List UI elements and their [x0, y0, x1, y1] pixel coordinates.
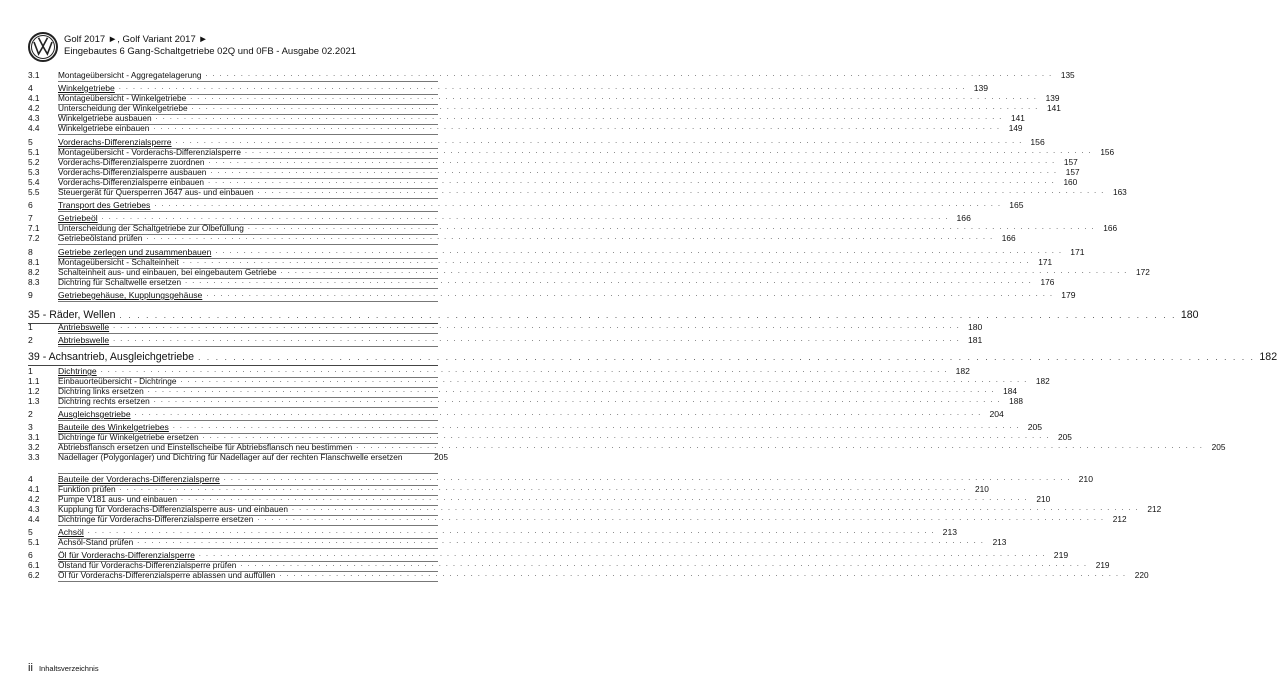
toc-entry-page: 171 — [1070, 247, 1085, 257]
toc-entry[interactable] — [28, 123, 1023, 133]
toc-entry-page: 188 — [1009, 396, 1023, 406]
toc-entry-number: 5.3 — [28, 167, 40, 177]
toc-entry-number: 5.2 — [28, 157, 40, 167]
toc-chapter-entry[interactable] — [28, 213, 971, 223]
toc-entry-title: Kupplung für Vorderachs-Differenzialsperre aus- und einbauen — [58, 504, 288, 514]
toc-leader-dots: . . . . . . . . . . . . . . . . . . . . . . . . . . . . . . . . . . . . . . . . . . . . . . . . . . . . . . . . . . . . . . . . . . . . . . . . . . . . . . . . . . . . . . . . . . . . . . . . . . . . . . . . . . . . . . . . . . . . . . . . — [147, 387, 995, 394]
toc-entry[interactable] — [28, 167, 1080, 177]
toc-part-entry[interactable] — [28, 309, 1199, 322]
toc-leader-dots: . . . . . . . . . . . . . . . . . . . . . . . . . . . . . . . . . . . . . . . . . . . . . . . . . . . . . . . . . . . . . . . . . . . . . . . . . . . . . . . . . . . . . . . . . . . . . . . . . . . . . . . . . . . . . . . . . . . . . . . . — [113, 336, 961, 343]
toc-entry-page: 219 — [1095, 560, 1110, 570]
toc-entry-number: 4.4 — [28, 123, 40, 133]
toc-entry-page: 220 — [1134, 570, 1149, 580]
toc-entry-number: 4.3 — [28, 113, 40, 123]
toc-entry-page: 180 — [1180, 309, 1199, 321]
toc-entry-title: Ölstand für Vorderachs-Differenzialsperre prüfen — [58, 560, 237, 570]
toc-entry-title: Getriebeöl — [58, 213, 98, 223]
toc-entry-page: 139 — [1045, 93, 1060, 103]
toc-entry[interactable] — [28, 177, 1078, 187]
toc-entry-title: Bauteile der Vorderachs-Differenzialsperre — [58, 474, 220, 484]
toc-entry-title: Winkelgetriebe ausbauen — [58, 113, 152, 123]
toc-chapter-entry[interactable] — [28, 137, 1045, 147]
toc-entry-number: 5.5 — [28, 187, 40, 197]
toc-leader-dots: . . . . . . . . . . . . . . . . . . . . . . . . . . . . . . . . . . . . . . . . . . . . . . . . . . . . . . . . . . . . . . . . . . . . . . . . . . . . . . . . . . . . . . . . . . . . . . . . . . . . . . . . . . . . . . . . . . . . . . . . — [198, 353, 1256, 362]
header-document-line: Eingebautes 6 Gang-Schaltgetriebe 02Q und 0FB - Ausgabe 02.2021 — [64, 46, 357, 57]
toc-entry-page: 157 — [1063, 157, 1078, 167]
toc-entry-number: 7.1 — [28, 223, 40, 233]
toc-entry-number: 4 — [28, 474, 33, 484]
toc-entry-page: 212 — [1112, 514, 1127, 524]
toc-leader-dots: . . . . . . . . . . . . . . . . . . . . . . . . . . . . . . . . . . . . . . . . . . . . . . . . . . . . . . . . . . . . . . . . . . . . . . . . . . . . . . . . . . . . . . . . . . . . . . . . . . . . . . . . . . . . . . . . . . . . . . . . — [190, 94, 1038, 101]
toc-divider — [58, 525, 438, 526]
toc-entry-title: Winkelgetriebe einbauen — [58, 123, 150, 133]
toc-entry-number: 3.3 — [28, 452, 40, 462]
toc-entry-number: 1.2 — [28, 386, 40, 396]
toc-leader-dots: . . . . . . . . . . . . . . . . . . . . . . . . . . . . . . . . . . . . . . . . . . . . . . . . . . . . . . . . . . . . . . . . . . . . . . . . . . . . . . . . . . . . . . . . . . . . . . . . . . . . . . . . . . . . . . . . . . . . . . . . — [146, 234, 994, 241]
toc-chapter-entry[interactable] — [28, 474, 1093, 484]
toc-leader-dots: . . . . . . . . . . . . . . . . . . . . . . . . . . . . . . . . . . . . . . . . . . . . . . . . . . . . . . . . . . . . . . . . . . . . . . . . . . . . . . . . . . . . . . . . . . . . . . . . . . . . . . . . . . . . . . . . . . . . . . . . — [182, 258, 1031, 265]
toc-entry-page: 141 — [1011, 113, 1025, 123]
toc-entry-number: 5 — [28, 527, 33, 537]
toc-leader-dots: . . . . . . . . . . . . . . . . . . . . . . . . . . . . . . . . . . . . . . . . . . . . . . . . . . . . . . . . . . . . . . . . . . . . . . . . . . . . . . . . . . . . . . . . . . . . . . . . . . . . . . . . . . . . . . . . . . . . . . . . — [356, 443, 1204, 450]
toc-entry-page: 166 — [956, 213, 971, 223]
toc-divider — [58, 581, 438, 582]
toc-entry-title: Transport des Getriebes — [58, 200, 151, 210]
toc-entry[interactable] — [28, 233, 1016, 243]
toc-entry-title: Montageübersicht - Vorderachs-Differenzialsperre — [58, 147, 241, 157]
toc-entry-title: Dichtringe — [58, 366, 97, 376]
toc-entry-number: 5.1 — [28, 537, 40, 547]
toc-entry-number: 8.1 — [28, 257, 40, 267]
toc-entry-page: 213 — [992, 537, 1007, 547]
toc-leader-dots: . . . . . . . . . . . . . . . . . . . . . . . . . . . . . . . . . . . . . . . . . . . . . . . . . . . . . . . . . . . . . . . . . . . . . . . . . . . . . . . . . . . . . . . . . . . . . . . . . . . . . . . . . . . . . . . . . . . . . . . . — [181, 495, 1029, 502]
toc-entry-title: Vorderachs-Differenzialsperre zuordnen — [58, 157, 205, 167]
toc-entry-page: 149 — [1008, 123, 1023, 133]
toc-entry-page: 179 — [1061, 290, 1076, 300]
toc-entry-page: 182 — [1259, 351, 1277, 363]
toc-entry-page: 165 — [1009, 200, 1024, 210]
toc-entry-page: 166 — [1103, 223, 1118, 233]
toc-entry-page: 205 — [1058, 432, 1072, 442]
toc-entry-number: 4.2 — [28, 103, 40, 113]
toc-leader-dots: . . . . . . . . . . . . . . . . . . . . . . . . . . . . . . . . . . . . . . . . . . . . . . . . . . . . . . . . . . . . . . . . . . . . . . . . . . . . . . . . . . . . . . . . . . . . . . . . . . . . . . . . . . . . . . . . . . . . . . . . — [215, 248, 1063, 255]
toc-entry-title: Abtriebsflansch ersetzen und Einstellscheibe für Abtriebsflansch neu bestimmen — [58, 442, 353, 452]
toc-leader-dots: . . . . . . . . . . . . . . . . . . . . . . . . . . . . . . . . . . . . . . . . . . . . . . . . . . . . . . . . . . . . . . . . . . . . . . . . . . . . . . . . . . . . . . . . . . . . . . . . . . . . . . . . . . . . . . . . . . . . . . . . — [87, 528, 936, 535]
toc-entry-number: 1.3 — [28, 396, 40, 406]
page-header — [0, 0, 495, 70]
toc-entry-number: 8 — [28, 247, 33, 257]
toc-leader-dots: . . . . . . . . . . . . . . . . . . . . . . . . . . . . . . . . . . . . . . . . . . . . . . . . . . . . . . . . . . . . . . . . . . . . . . . . . . . . . . . . . . . . . . . . . . . . . . . . . . . . . . . . . . . . . . . . . . . . . . . . — [155, 114, 1003, 121]
toc-entry-page: 182 — [1035, 376, 1050, 386]
toc-entry-title: Unterscheidung der Schaltgetriebe zur Ölbefüllung — [58, 223, 244, 233]
toc-entry-number: 6.2 — [28, 570, 40, 580]
toc-entry[interactable] — [28, 93, 1060, 103]
toc-entry-number: 5.4 — [28, 177, 40, 187]
toc-divider — [58, 548, 438, 549]
toc-entry[interactable] — [28, 113, 1025, 123]
toc-entry[interactable] — [28, 442, 1226, 452]
toc-entry-number: 1 — [28, 366, 33, 376]
toc-entry-number: 3 — [28, 422, 33, 432]
toc-entry-page: 205 — [1027, 422, 1043, 432]
toc-leader-dots: . . . . . . . . . . . . . . . . . . . . . . . . . . . . . . . . . . . . . . . . . . . . . . . . . . . . . . . . . . . . . . . . . . . . . . . . . . . . . . . . . . . . . . . . . . . . . . . . . . . . . . . . . . . . . . . . . . . . . . . . — [279, 571, 1127, 578]
toc-entry-number: 6 — [28, 200, 33, 210]
toc-entry-page: 157 — [1065, 167, 1080, 177]
toc-entry-number: 3.1 — [28, 70, 40, 80]
toc-entry-page: 219 — [1053, 550, 1069, 560]
toc-entry-number: 8.2 — [28, 267, 40, 277]
toc-entry-title: Schalteinheit aus- und einbauen, bei eingebautem Getriebe — [58, 267, 277, 277]
toc-entry-number: 5.1 — [28, 147, 40, 157]
toc-chapter-entry[interactable] — [28, 335, 983, 345]
toc-divider — [58, 407, 438, 408]
toc-entry-title: Unterscheidung der Winkelgetriebe — [58, 103, 188, 113]
toc-leader-dots: . . . . . . . . . . . . . . . . . . . . . . . . . . . . . . . . . . . . . . . . . . . . . . . . . . . . . . . . . . . . . . . . . . . . . . . . . . . . . . . . . . . . . . . . . . . . . . . . . . . . . . . . . . . . . . . . . . . . . . . . — [137, 538, 985, 545]
toc-chapter-entry[interactable] — [28, 290, 1076, 300]
toc-chapter-entry[interactable] — [28, 200, 1024, 210]
toc-entry-page: 156 — [1100, 147, 1115, 157]
toc-divider — [58, 346, 438, 347]
toc-entry-title: Steuergerät für Quersperren J647 aus- und einbauen — [58, 187, 254, 197]
toc-leader-dots: . . . . . . . . . . . . . . . . . . . . . . . . . . . . . . . . . . . . . . . . . . . . . . . . . . . . . . . . . . . . . . . . . . . . . . . . . . . . . . . . . . . . . . . . . . . . . . . . . . . . . . . . . . . . . . . . . . . . . . . . — [208, 178, 1056, 185]
toc-leader-dots: . . . . . . . . . . . . . . . . . . . . . . . . . . . . . . . . . . . . . . . . . . . . . . . . . . . . . . . . . . . . . . . . . . . . . . . . . . . . . . . . . . . . . . . . . . . . . . . . . . . . . . . . . . . . . . . . . . . . . . . . — [119, 485, 967, 492]
toc-leader-dots: . . . . . . . . . . . . . . . . . . . . . . . . . . . . . . . . . . . . . . . . . . . . . . . . . . . . . . . . . . . . . . . . . . . . . . . . . . . . . . . . . . . . . . . . . . . . . . . . . . . . . . . . . . . . . . . . . . . . . . . . — [101, 214, 949, 221]
toc-entry-number: 2 — [28, 409, 33, 419]
toc-entry-page: 171 — [1038, 257, 1053, 267]
toc-entry[interactable] — [28, 570, 1149, 580]
toc-leader-dots: . . . . . . . . . . . . . . . . . . . . . . . . . . . . . . . . . . . . . . . . . . . . . . . . . . . . . . . . . . . . . . . . . . . . . . . . . . . . . . . . . . . . . . . . . . . . . . . . . . . . . . . . . . . . . . . . . . . . . . . . — [280, 268, 1128, 275]
toc-entry-title: Funktion prüfen — [58, 484, 116, 494]
toc-entry-title: Getriebegehäuse, Kupplungsgehäuse — [58, 290, 203, 300]
toc-entry-page: 135 — [1060, 70, 1075, 80]
toc-entry-page: 210 — [1078, 474, 1093, 484]
toc-entry-number: 7.2 — [28, 233, 40, 243]
toc-entry[interactable] — [28, 484, 989, 494]
toc-entry-page: 182 — [955, 366, 970, 376]
toc-entry-title: Dichtring rechts ersetzen — [58, 396, 150, 406]
toc-leader-dots: . . . . . . . . . . . . . . . . . . . . . . . . . . . . . . . . . . . . . . . . . . . . . . . . . . . . . . . . . . . . . . . . . . . . . . . . . . . . . . . . . . . . . . . . . . . . . . . . . . . . . . . . . . . . . . . . . . . . . . . . — [154, 201, 1002, 208]
toc-entry-title: Nadellager (Polygonlager) und Dichtring für Nadellager auf der rechten Flanschwelle ersetzen — [58, 452, 403, 462]
toc-entry[interactable] — [28, 560, 1110, 570]
toc-entry-number: 6.1 — [28, 560, 40, 570]
toc-entry-title: Vorderachs-Differenzialsperre — [58, 137, 172, 147]
toc-entry-number: 1.1 — [28, 376, 40, 386]
toc-leader-dots: . . . . . . . . . . . . . . . . . . . . . . . . . . . . . . . . . . . . . . . . . . . . . . . . . . . . . . . . . . . . . . . . . . . . . . . . . . . . . . . . . . . . . . . . . . . . . . . . . . . . . . . . . . . . . . . . . . . . . . . . — [202, 433, 1050, 440]
toc-entry-title: Winkelgetriebe — [58, 83, 115, 93]
toc-leader-dots: . . . . . . . . . . . . . . . . . . . . . . . . . . . . . . . . . . . . . . . . . . . . . . . . . . . . . . . . . . . . . . . . . . . . . . . . . . . . . . . . . . . . . . . . . . . . . . . . . . . . . . . . . . . . . . . . . . . . . . . . — [185, 278, 1033, 285]
toc-entry[interactable] — [28, 147, 1115, 157]
toc-leader-dots: . . . . . . . . . . . . . . . . . . . . . . . . . . . . . . . . . . . . . . . . . . . . . . . . . . . . . . . . . . . . . . . . . . . . . . . . . . . . . . . . . . . . . . . . . . . . . . . . . . . . . . . . . . . . . . . . . . . . . . . . — [175, 138, 1023, 145]
toc-entry-title: Montageübersicht - Winkelgetriebe — [58, 93, 187, 103]
toc-entry-number: 1 — [28, 322, 33, 332]
toc-entry-title: Achsöl-Stand prüfen — [58, 537, 134, 547]
toc-entry-page: 163 — [1112, 187, 1127, 197]
toc-entry[interactable] — [28, 504, 1162, 514]
toc-chapter-entry[interactable] — [28, 527, 958, 537]
toc-entry-title: Achsöl — [58, 527, 84, 537]
toc-entry-page: 180 — [967, 322, 983, 332]
toc-entry[interactable] — [28, 103, 1061, 113]
toc-entry-title: 39 - Achsantrieb, Ausgleichgetriebe — [28, 351, 195, 363]
toc-entry[interactable] — [28, 257, 1053, 267]
toc-entry[interactable] — [28, 157, 1078, 167]
toc-entry-number: 4.3 — [28, 504, 40, 514]
toc-leader-dots: . . . . . . . . . . . . . . . . . . . . . . . . . . . . . . . . . . . . . . . . . . . . . . . . . . . . . . . . . . . . . . . . . . . . . . . . . . . . . . . . . . . . . . . . . . . . . . . . . . . . . . . . . . . . . . . . . . . . . . . . — [153, 124, 1001, 131]
vw-logo-icon — [28, 32, 58, 62]
toc-leader-dots: . . . . . . . . . . . . . . . . . . . . . . . . . . . . . . . . . . . . . . . . . . . . . . . . . . . . . . . . . . . . . . . . . . . . . . . . . . . . . . . . . . . . . . . . . . . . . . . . . . . . . . . . . . . . . . . . . . . . . . . . — [205, 71, 1053, 78]
toc-leader-dots: . . . . . . . . . . . . . . . . . . . . . . . . . . . . . . . . . . . . . . . . . . . . . . . . . . . . . . . . . . . . . . . . . . . . . . . . . . . . . . . . . . . . . . . . . . . . . . . . . . . . . . . . . . . . . . . . . . . . . . . . — [100, 367, 948, 374]
toc-entry-number: 3.2 — [28, 442, 40, 452]
toc-leader-dots: . . . . . . . . . . . . . . . . . . . . . . . . . . . . . . . . . . . . . . . . . . . . . . . . . . . . . . . . . . . . . . . . . . . . . . . . . . . . . . . . . . . . . . . . . . . . . . . . . . . . . . . . . . . . . . . . . . . . . . . . — [210, 168, 1058, 175]
toc-entry-number: 5 — [28, 137, 33, 147]
toc-entry-number: 6 — [28, 550, 33, 560]
toc-leader-dots: . . . . . . . . . . . . . . . . . . . . . . . . . . . . . . . . . . . . . . . . . . . . . . . . . . . . . . . . . . . . . . . . . . . . . . . . . . . . . . . . . . . . . . . . . . . . . . . . . . . . . . . . . . . . . . . . . . . . . . . . — [172, 423, 1021, 430]
toc-chapter-entry[interactable] — [28, 422, 1043, 432]
page-footer — [28, 662, 99, 674]
toc-chapter-entry[interactable] — [28, 366, 970, 376]
toc-chapter-entry[interactable] — [28, 247, 1085, 257]
toc-chapter-entry[interactable] — [28, 83, 989, 93]
toc-entry-number: 7 — [28, 213, 33, 223]
toc-leader-dots: . . . . . . . . . . . . . . . . . . . . . . . . . . . . . . . . . . . . . . . . . . . . . . . . . . . . . . . . . . . . . . . . . . . . . . . . . . . . . . . . . . . . . . . . . . . . . . . . . . . . . . . . . . . . . . . . . . . . . . . . — [119, 311, 1177, 320]
toc-entry-page: 160 — [1063, 177, 1078, 187]
toc-entry[interactable] — [28, 277, 1055, 287]
toc-entry-page: 166 — [1001, 233, 1016, 243]
toc-entry-number: 3.1 — [28, 432, 40, 442]
toc-entry-number: 4 — [28, 83, 33, 93]
toc-leader-dots: . . . . . . . . . . . . . . . . . . . . . . . . . . . . . . . . . . . . . . . . . . . . . . . . . . . . . . . . . . . . . . . . . . . . . . . . . . . . . . . . . . . . . . . . . . . . . . . . . . . . . . . . . . . . . . . . . . . . . . . . — [257, 515, 1105, 522]
toc-divider — [58, 134, 438, 135]
toc-entry-page: 213 — [942, 527, 958, 537]
toc-entry-number: 2 — [28, 335, 33, 345]
toc-leader-dots: . . . . . . . . . . . . . . . . . . . . . . . . . . . . . . . . . . . . . . . . . . . . . . . . . . . . . . . . . . . . . . . . . . . . . . . . . . . . . . . . . . . . . . . . . . . . . . . . . . . . . . . . . . . . . . . . . . . . . . . . — [208, 158, 1056, 165]
toc-divider — [58, 81, 438, 82]
toc-divider — [58, 420, 438, 421]
toc-entry-page: 184 — [1003, 386, 1017, 396]
toc-entry[interactable] — [28, 514, 1127, 524]
toc-entry[interactable] — [28, 376, 1050, 386]
toc-leader-dots: . . . . . . . . . . . . . . . . . . . . . . . . . . . . . . . . . . . . . . . . . . . . . . . . . . . . . . . . . . . . . . . . . . . . . . . . . . . . . . . . . . . . . . . . . . . . . . . . . . . . . . . . . . . . . . . . . . . . . . . . — [198, 551, 1047, 558]
toc-entry-title: Montageübersicht - Schalteinheit — [58, 257, 179, 267]
toc-leader-dots: . . . . . . . . . . . . . . . . . . . . . . . . . . . . . . . . . . . . . . . . . . . . . . . . . . . . . . . . . . . . . . . . . . . . . . . . . . . . . . . . . . . . . . . . . . . . . . . . . . . . . . . . . . . . . . . . . . . . . . . . — [247, 224, 1096, 231]
toc-entry-page: 212 — [1147, 504, 1162, 514]
toc-entry-page: 181 — [967, 335, 983, 345]
toc-entry-title: Ausgleichsgetriebe — [58, 409, 131, 419]
toc-entry-number: 8.3 — [28, 277, 40, 287]
toc-chapter-entry[interactable] — [28, 322, 983, 332]
toc-entry[interactable] — [28, 494, 1051, 504]
toc-entry-title: Dichtring links ersetzen — [58, 386, 144, 396]
toc-entry-page: 176 — [1040, 277, 1055, 287]
toc-entry[interactable] — [28, 70, 1075, 80]
toc-entry-number: 4.1 — [28, 484, 40, 494]
toc-entry-title: Vorderachs-Differenzialsperre einbauen — [58, 177, 205, 187]
toc-leader-dots: . . . . . . . . . . . . . . . . . . . . . . . . . . . . . . . . . . . . . . . . . . . . . . . . . . . . . . . . . . . . . . . . . . . . . . . . . . . . . . . . . . . . . . . . . . . . . . . . . . . . . . . . . . . . . . . . . . . . . . . . — [153, 397, 1001, 404]
toc-leader-dots: . . . . . . . . . . . . . . . . . . . . . . . . . . . . . . . . . . . . . . . . . . . . . . . . . . . . . . . . . . . . . . . . . . . . . . . . . . . . . . . . . . . . . . . . . . . . . . . . . . . . . . . . . . . . . . . . . . . . . . . . — [206, 291, 1054, 298]
toc-entry-page: 205 — [434, 452, 448, 462]
toc-chapter-entry[interactable] — [28, 550, 1069, 560]
toc-leader-dots: . . . . . . . . . . . . . . . . . . . . . . . . . . . . . . . . . . . . . . . . . . . . . . . . . . . . . . . . . . . . . . . . . . . . . . . . . . . . . . . . . . . . . . . . . . . . . . . . . . . . . . . . . . . . . . . . . . . . . . . . — [180, 377, 1028, 384]
toc-entry-title: Einbauorteübersicht - Dichtringe — [58, 376, 177, 386]
toc-entry-title: Dichtringe für Vorderachs-Differenzialsperre ersetzen — [58, 514, 254, 524]
toc-entry-title: Dichtringe für Winkelgetriebe ersetzen — [58, 432, 199, 442]
toc-entry-number: 4.2 — [28, 494, 40, 504]
toc-entry-number: 4.4 — [28, 514, 40, 524]
toc-leader-dots: . . . . . . . . . . . . . . . . . . . . . . . . . . . . . . . . . . . . . . . . . . . . . . . . . . . . . . . . . . . . . . . . . . . . . . . . . . . . . . . . . . . . . . . . . . . . . . . . . . . . . . . . . . . . . . . . . . . . . . . . — [118, 84, 967, 91]
toc-entry-title: Montageübersicht - Aggregatelagerung — [58, 70, 202, 80]
toc-entry-page: 210 — [975, 484, 989, 494]
toc-entry-title: Dichtring für Schaltwelle ersetzen — [58, 277, 182, 287]
toc-entry[interactable] — [28, 452, 448, 462]
toc-entry-page: 172 — [1136, 267, 1150, 277]
toc-entry[interactable] — [28, 386, 1017, 396]
toc-part-entry[interactable] — [28, 351, 1277, 364]
toc-entry[interactable] — [28, 537, 1007, 547]
toc-entry-page: 139 — [973, 83, 989, 93]
footer-label: Inhaltsverzeichnis — [38, 664, 99, 673]
toc-entry-title: Abtriebswelle — [58, 335, 110, 345]
toc-entry-title: Öl für Vorderachs-Differenzialsperre ablassen und auffüllen — [58, 570, 276, 580]
toc-leader-dots: . . . . . . . . . . . . . . . . . . . . . . . . . . . . . . . . . . . . . . . . . . . . . . . . . . . . . . . . . . . . . . . . . . . . . . . . . . . . . . . . . . . . . . . . . . . . . . . . . . . . . . . . . . . . . . . . . . . . . . . . — [191, 104, 1039, 111]
toc-entry-page: 156 — [1030, 137, 1045, 147]
toc-entry-title: Getriebeölstand prüfen — [58, 233, 143, 243]
toc-leader-dots: . . . . . . . . . . . . . . . . . . . . . . . . . . . . . . . . . . . . . . . . . . . . . . . . . . . . . . . . . . . . . . . . . . . . . . . . . . . . . . . . . . . . . . . . . . . . . . . . . . . . . . . . . . . . . . . . . . . . . . . . — [113, 323, 961, 330]
toc-entry[interactable] — [28, 267, 1150, 277]
toc-entry-title: Getriebe zerlegen und zusammenbauen — [58, 247, 212, 257]
toc-chapter-entry[interactable] — [28, 409, 1004, 419]
toc-entry-page: 205 — [1211, 442, 1226, 452]
header-vehicle-line: Golf 2017 ►, Golf Variant 2017 ► — [64, 34, 208, 45]
toc-entry-page: 141 — [1046, 103, 1061, 113]
toc-entry-page: 204 — [989, 409, 1004, 419]
toc-entry-title: Öl für Vorderachs-Differenzialsperre — [58, 550, 195, 560]
toc-leader-dots: . . . . . . . . . . . . . . . . . . . . . . . . . . . . . . . . . . . . . . . . . . . . . . . . . . . . . . . . . . . . . . . . . . . . . . . . . . . . . . . . . . . . . . . . . . . . . . . . . . . . . . . . . . . . . . . . . . . . . . . . — [223, 475, 1071, 482]
toc-leader-dots: . . . . . . . . . . . . . . . . . . . . . . . . . . . . . . . . . . . . . . . . . . . . . . . . . . . . . . . . . . . . . . . . . . . . . . . . . . . . . . . . . . . . . . . . . . . . . . . . . . . . . . . . . . . . . . . . . . . . . . . . — [244, 148, 1093, 155]
toc-divider — [58, 301, 438, 302]
toc-entry-title: Vorderachs-Differenzialsperre ausbauen — [58, 167, 207, 177]
toc-leader-dots: . . . . . . . . . . . . . . . . . . . . . . . . . . . . . . . . . . . . . . . . . . . . . . . . . . . . . . . . . . . . . . . . . . . . . . . . . . . . . . . . . . . . . . . . . . . . . . . . . . . . . . . . . . . . . . . . . . . . . . . . — [292, 505, 1140, 512]
toc-leader-dots: . . . . . . . . . . . . . . . . . . . . . . . . . . . . . . . . . . . . . . . . . . . . . . . . . . . . . . . . . . . . . . . . . . . . . . . . . . . . . . . . . . . . . . . . . . . . . . . . . . . . . . . . . . . . . . . . . . . . . . . . — [257, 188, 1105, 195]
toc-entry-title: Pumpe V181 aus- und einbauen — [58, 494, 178, 504]
toc-entry[interactable] — [28, 432, 1072, 442]
toc-entry[interactable] — [28, 187, 1127, 197]
toc-entry-title: Antriebswelle — [58, 322, 110, 332]
toc-entry-title: Bauteile des Winkelgetriebes — [58, 422, 169, 432]
toc-divider — [58, 244, 438, 245]
toc-entry-page: 210 — [1036, 494, 1051, 504]
toc-divider — [58, 211, 438, 212]
toc-entry-title: 35 - Räder, Wellen — [28, 309, 116, 321]
toc-entry[interactable] — [28, 223, 1118, 233]
toc-entry[interactable] — [28, 396, 1023, 406]
toc-divider — [58, 288, 438, 289]
toc-entry-number: 9 — [28, 290, 33, 300]
toc-divider — [58, 333, 438, 334]
toc-entry-number: 4.1 — [28, 93, 40, 103]
toc-divider — [58, 198, 438, 199]
footer-page-number: ii — [28, 662, 33, 674]
toc-leader-dots: . . . . . . . . . . . . . . . . . . . . . . . . . . . . . . . . . . . . . . . . . . . . . . . . . . . . . . . . . . . . . . . . . . . . . . . . . . . . . . . . . . . . . . . . . . . . . . . . . . . . . . . . . . . . . . . . . . . . . . . . — [240, 561, 1088, 568]
toc-leader-dots: . . . . . . . . . . . . . . . . . . . . . . . . . . . . . . . . . . . . . . . . . . . . . . . . . . . . . . . . . . . . . . . . . . . . . . . . . . . . . . . . . . . . . . . . . . . . . . . . . . . . . . . . . . . . . . . . . . . . . . . . — [134, 410, 982, 417]
